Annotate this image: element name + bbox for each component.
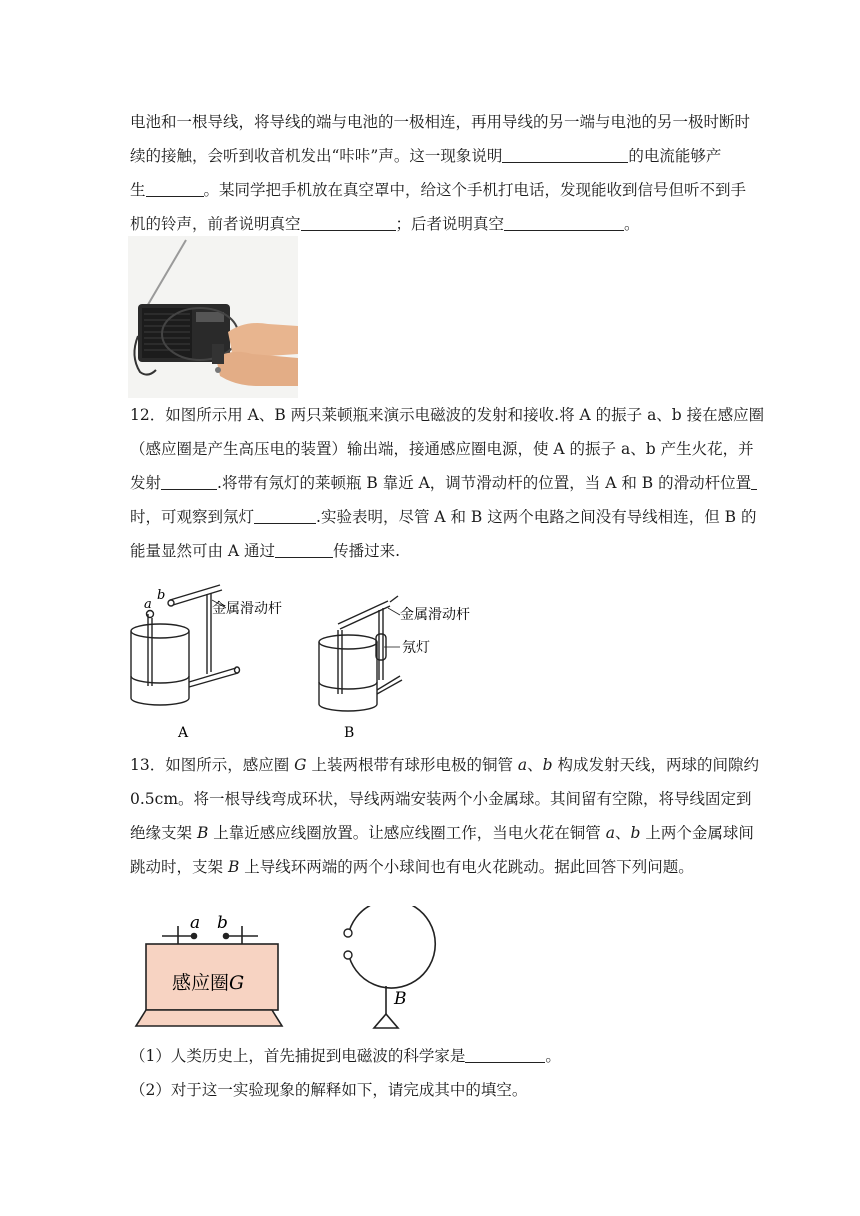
- answer-blank[interactable]: [502, 146, 628, 163]
- answer-blank[interactable]: [751, 473, 757, 490]
- answer-blank[interactable]: [161, 473, 217, 490]
- stand-label-b: B: [394, 989, 407, 1009]
- q13-sub-1: （1）人类历史上，首先捕捉到电磁波的科学家是 。: [130, 1047, 561, 1065]
- answer-blank[interactable]: [275, 541, 333, 558]
- caption-a: A: [178, 725, 189, 741]
- answer-blank[interactable]: [301, 214, 396, 231]
- q11-line-2: 续的接触，会听到收音机发出“咔咔”声。这一现象说明 的电流能够产: [130, 147, 722, 165]
- radio-experiment-photo: [128, 236, 298, 398]
- antenna-label-a: a: [190, 913, 201, 933]
- induction-coil-figure: [132, 906, 442, 1030]
- q13-line-2: 0.5cm。将一根导线弯成环状，导线两端安装两个小金属球。其间留有空隙，将导线固定到: [130, 790, 752, 808]
- coil-label: 感应圈G: [172, 972, 245, 994]
- q11-line-1: 电池和一根导线，将导线的端与电池的一极相连，再用导线的另一端与电池的另一极时断时: [130, 113, 751, 131]
- caption-b: B: [344, 725, 355, 741]
- q12-line-3: 发射 .将带有氖灯的莱顿瓶 B 靠近 A，调节滑动杆的位置，当 A 和 B 的滑动杆位置: [130, 473, 757, 493]
- neon-lamp-label: 氖灯: [402, 640, 430, 656]
- q13-line-4: 跳动时，支架 B 上导线环两端的两个小球间也有电火花跳动。据此回答下列问题。: [130, 858, 694, 876]
- answer-blank[interactable]: [254, 507, 316, 524]
- answer-blank[interactable]: [146, 180, 204, 197]
- q12-line-5: 能量显然可由 A 通过 传播过来.: [130, 542, 400, 560]
- q12-line-2: （感应圈是产生高压电的装置）输出端，接通感应圈电源，使 A 的振子 a、b 产生火花，并: [130, 440, 754, 458]
- q13-sub-2: （2）对于这一实验现象的解释如下，请完成其中的填空。: [130, 1081, 528, 1099]
- q11-line-3: 生 。某同学把手机放在真空罩中，给这个手机打电话，发现能收到信号但听不到手: [130, 181, 747, 199]
- q12-line-4: 时，可观察到氖灯 .实验表明，尽管 A 和 B 这两个电路之间没有导线相连，但 B 的: [130, 508, 757, 526]
- q13-line-1: 13．如图所示，感应圈 G 上装两根带有球形电极的铜管 a、b 构成发射天线，两球的间隙约: [130, 756, 760, 774]
- answer-blank[interactable]: [504, 214, 624, 231]
- antenna-label-b: b: [217, 913, 228, 933]
- q11-line-4: 机的铃声，前者说明真空 ；后者说明真空 。: [130, 215, 640, 233]
- leyden-jar-figure: [126, 582, 496, 742]
- figure-label-b: b: [157, 588, 166, 603]
- rod-label-a: 金属滑动杆: [212, 601, 282, 617]
- answer-blank[interactable]: [465, 1046, 545, 1063]
- q12-line-1: 12．如图所示用 A、B 两只莱顿瓶来演示电磁波的发射和接收.将 A 的振子 a、b 接在感应圈: [130, 406, 765, 424]
- rod-label-b: 金属滑动杆: [400, 607, 470, 623]
- figure-label-a: a: [144, 597, 152, 612]
- q13-line-3: 绝缘支架 B 上靠近感应线圈放置。让感应线圈工作，当电火花在铜管 a、b 上两个金属球间: [130, 824, 754, 842]
